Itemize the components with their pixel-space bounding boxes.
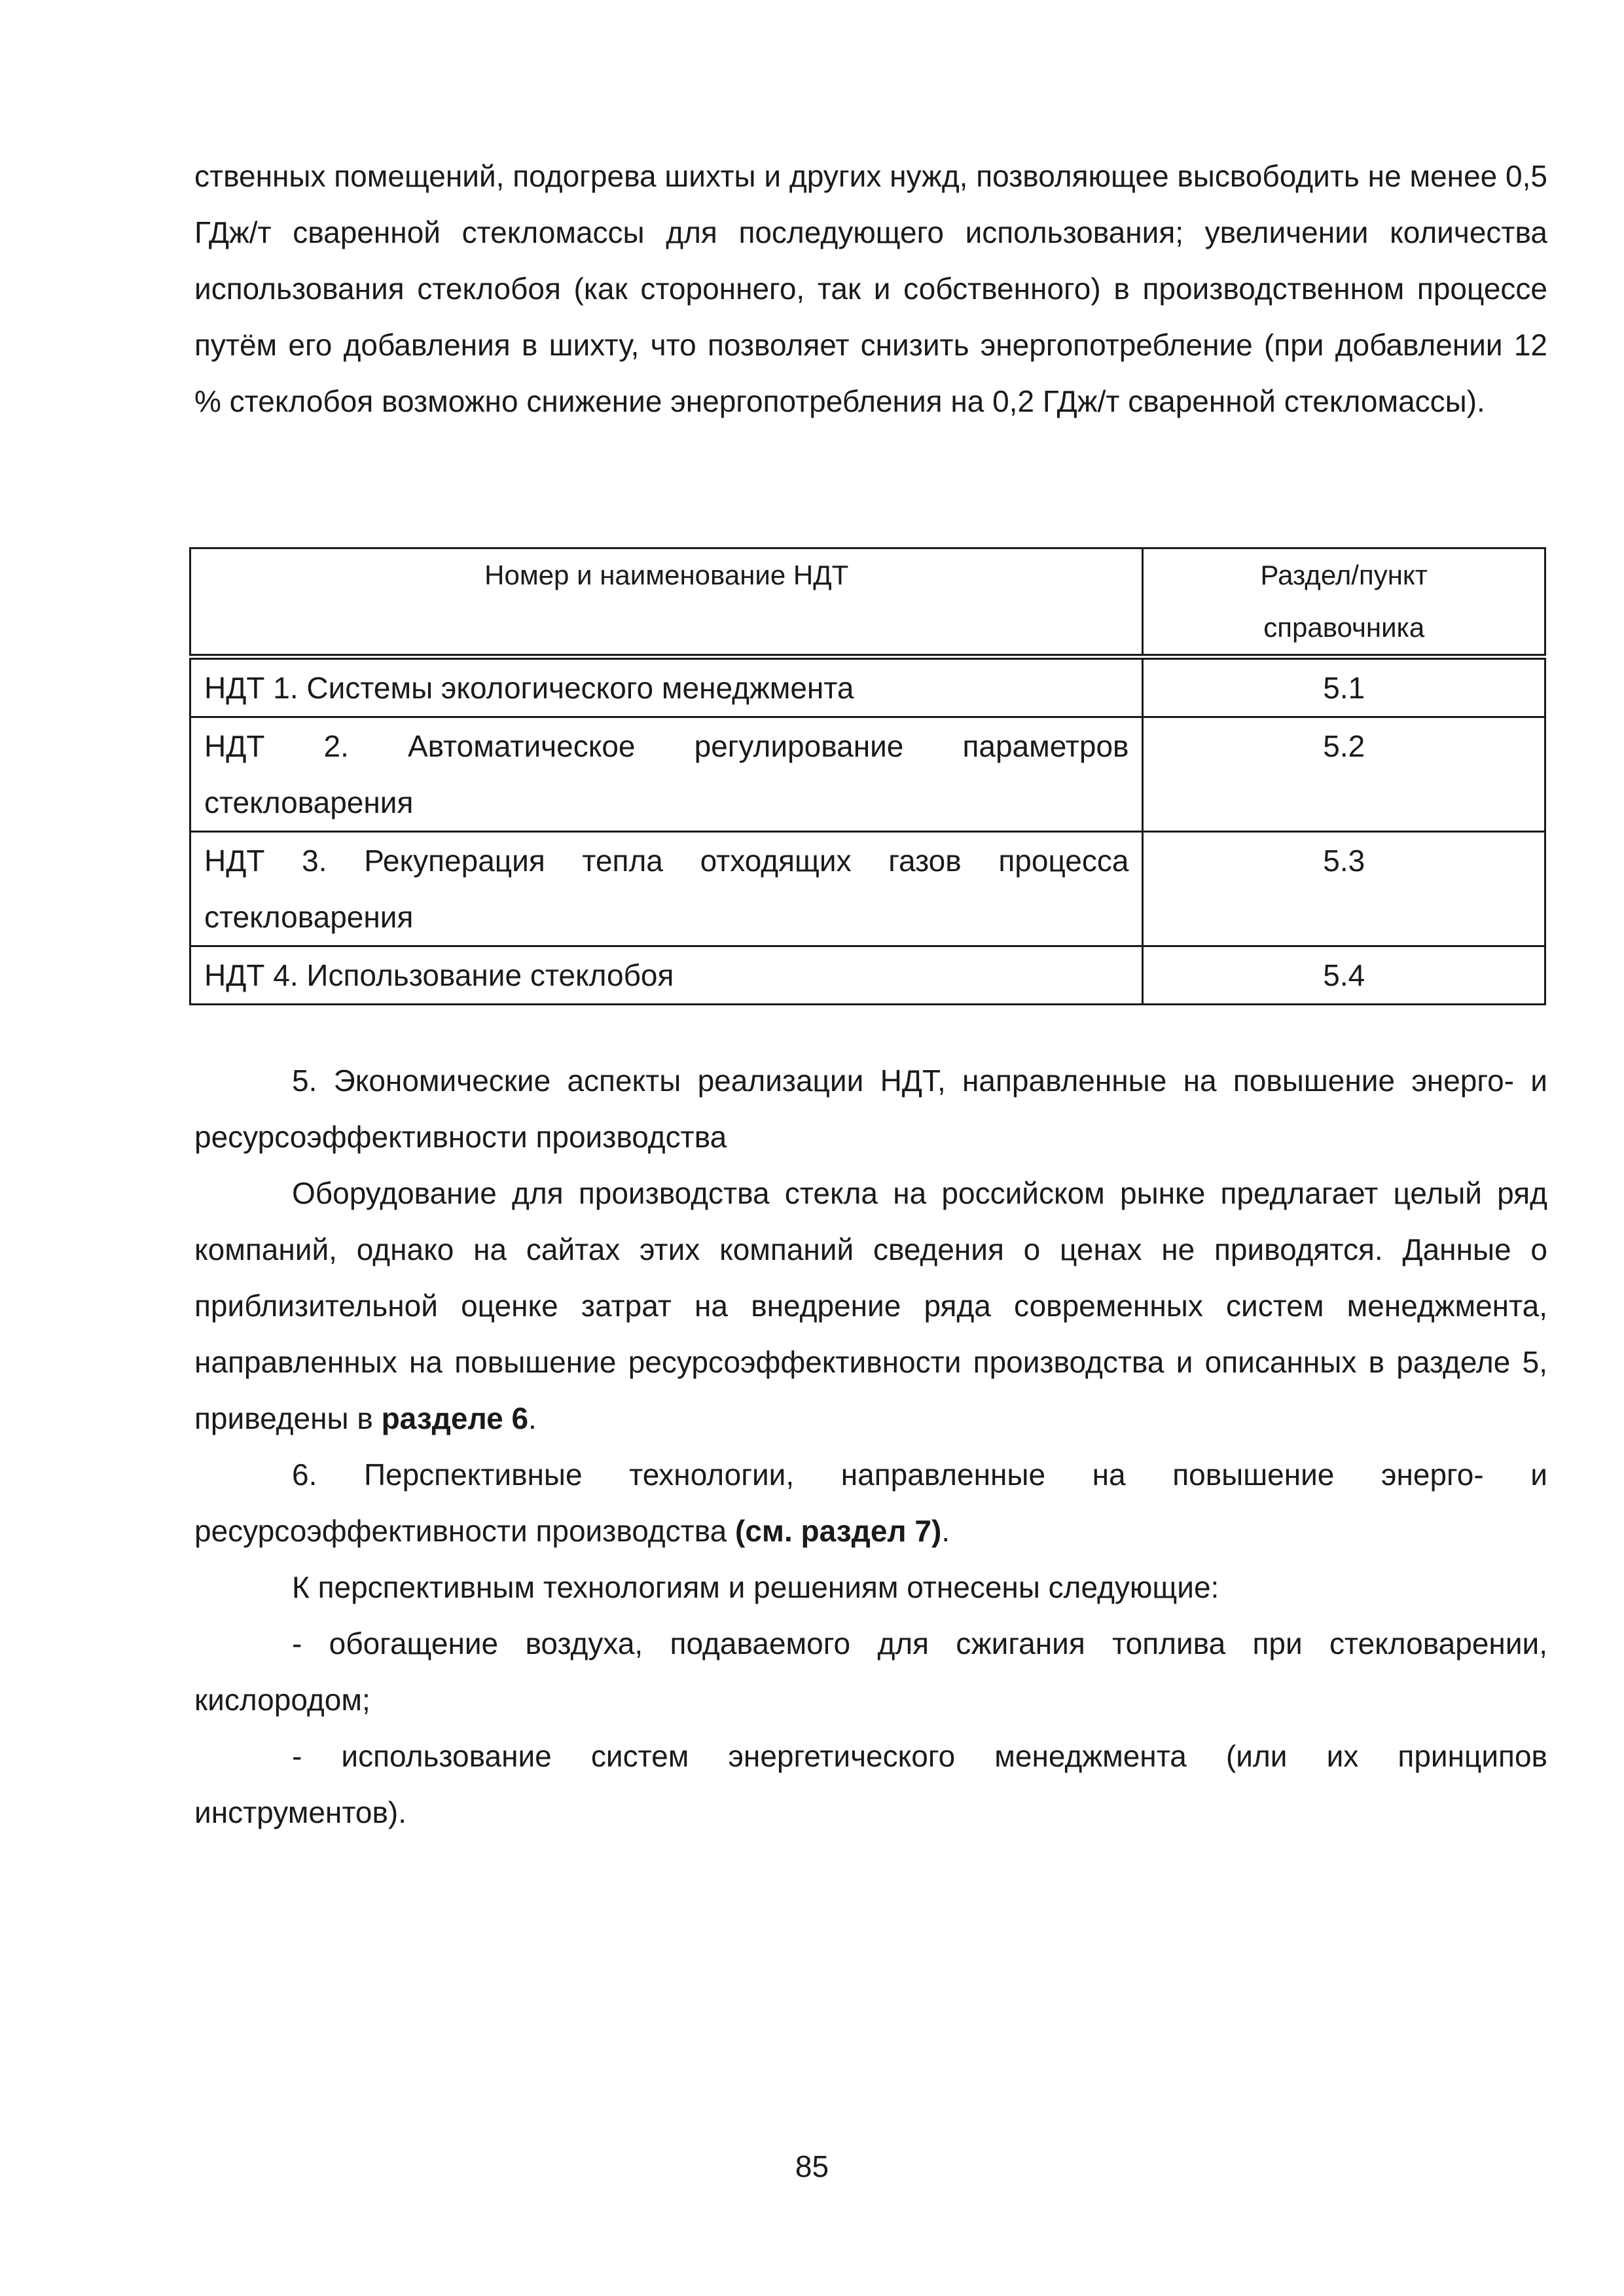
table-row	[190, 717, 1545, 832]
ndt-table	[189, 547, 1546, 1005]
table-row	[190, 832, 1545, 946]
section6-heading: 6. Перспективные технологии, направленные на повышение энерго- и ресурсоэффективности производства (см. раздел 7).	[194, 1458, 1547, 1548]
table-header-row	[190, 548, 1545, 657]
ndt-section-cell: 5.3	[1143, 832, 1545, 946]
intro-paragraph: ственных помещений, подогрева шихты и других нужд, позволяющее высвободить не менее 0,5 ГДж/т сваренной стекломассы для последующего использования; увеличении количества использования стеклобоя (как стороннего, так и собственного) в производственном процессе путём его добавления в шихту, что позволяет снизить энергопотребление (при добавлении 12 % стеклобоя возможно снижение энергопотребления на 0,2 ГДж/т сваренной стекломассы).	[194, 159, 1547, 418]
page-number: 85	[795, 2149, 829, 2183]
ndt-section-cell: 5.2	[1143, 717, 1545, 832]
ndt-name-cell: НДТ 1. Системы экологического менеджмента	[190, 657, 1143, 717]
header-section	[1143, 548, 1545, 657]
section5-heading: 5. Экономические аспекты реализации НДТ, направленные на повышение энерго- и ресурсоэффективности производства	[194, 1064, 1547, 1154]
header-section-line2: справочника	[1263, 612, 1425, 643]
ndt-section-cell: 5.4	[1143, 946, 1545, 1005]
ndt-name-cell: НДТ 2. Автоматическое регулирование параметров стекловарения	[190, 717, 1143, 832]
section-reference: разделе 6	[381, 1401, 529, 1435]
section5-paragraph: Оборудование для производства стекла на российском рынке предлагает целый ряд компаний, однако на сайтах этих компаний сведения о ценах не приводятся. Данные о приблизительной оценке затрат на внедрение ряда современных систем менеджмента, направленных на повышение ресурсоэффективности производства и описанных в разделе 5, приведены в разделе 6.	[194, 1176, 1547, 1435]
table-row	[190, 657, 1545, 717]
ndt-name-cell: НДТ 3. Рекуперация тепла отходящих газов процесса стекловарения	[190, 832, 1143, 946]
section6-intro: К перспективным технологиям и решениям отнесены следующие:	[292, 1570, 1219, 1604]
table-row	[190, 946, 1545, 1005]
ndt-name-cell: НДТ 4. Использование стеклобоя	[190, 946, 1143, 1005]
intro-text	[194, 148, 1547, 429]
ndt-section-cell: 5.1	[1143, 657, 1545, 717]
body-text	[194, 1052, 1547, 1840]
list-item: - обогащение воздуха, подаваемого для сжигания топлива при стекловарении, кислородом;	[194, 1626, 1547, 1717]
header-section-line1: Раздел/пункт	[1260, 560, 1428, 590]
header-ndt-name: Номер и наименование НДТ	[190, 548, 1143, 657]
section-reference: (см. раздел 7)	[735, 1514, 942, 1548]
list-item: - использование систем энергетического менеджмента (или их принципов инструментов).	[194, 1739, 1547, 1829]
